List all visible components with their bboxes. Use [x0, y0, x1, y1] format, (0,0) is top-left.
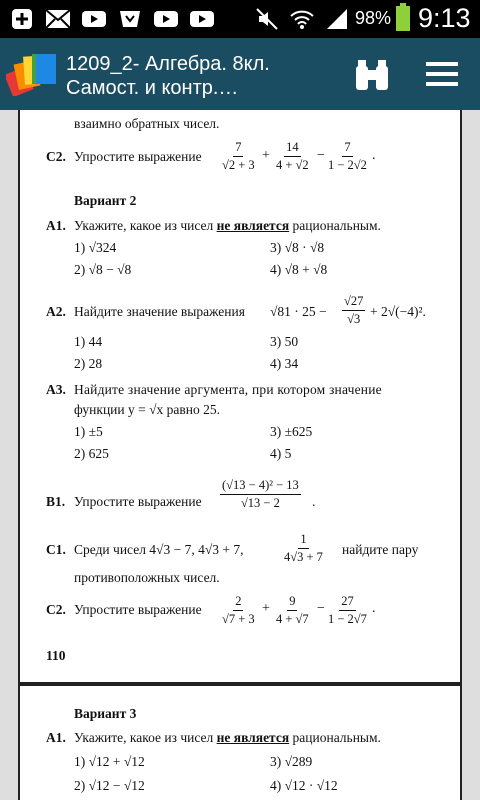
answer-option: 1) 44 — [74, 334, 103, 349]
operator: + — [262, 148, 270, 163]
answer-option: 3) ±625 — [270, 424, 313, 439]
plus-icon — [8, 7, 36, 31]
shop-icon — [116, 7, 144, 31]
answer-option: 3) 50 — [270, 334, 299, 349]
clock: 9:13 — [418, 3, 471, 33]
task-text: Упростите выражение — [74, 602, 202, 617]
operator: . — [312, 494, 316, 509]
fraction: $\frac{7}{√2 + 3}$ — [222, 140, 255, 172]
answer-option: 1) √324 — [74, 240, 117, 255]
operator: − — [317, 601, 325, 616]
status-bar — [0, 0, 480, 38]
answer-option: 4) 34 — [270, 356, 299, 371]
fraction: $\frac{27}{1 - 2√7}$ — [328, 594, 367, 626]
operator: . — [372, 148, 376, 163]
answer-option: 3) √8 · √8 — [270, 240, 325, 255]
text-line: взаимно обратных чисел. — [74, 116, 220, 131]
binoculars-icon[interactable] — [354, 58, 390, 96]
task-text: Найдите значение аргумента, при котором значение — [74, 382, 382, 397]
page-110 — [18, 110, 462, 684]
task-label: С2. — [46, 149, 66, 164]
answer-option: 2) √8 − √8 — [74, 262, 132, 277]
answer-option: 4) 5 — [270, 446, 292, 461]
expression: + 2√(−4)². — [370, 304, 426, 319]
document-viewer[interactable] — [0, 110, 480, 800]
answer-option: 4) √8 + √8 — [270, 262, 328, 277]
operator: + — [262, 601, 270, 616]
answer-option: 4) √12 · √12 — [270, 778, 338, 793]
signal-icon — [324, 7, 350, 31]
youtube-icon — [80, 7, 108, 31]
page-number: 110 — [46, 648, 66, 663]
variant-heading: Вариант 2 — [74, 193, 137, 208]
task-label: А2. — [46, 304, 66, 319]
fraction: $\frac{1}{4√3 + 7}$ — [284, 532, 323, 564]
mute-icon — [254, 7, 280, 31]
task-text: Найдите значение выражения — [74, 304, 245, 319]
answer-option: 3) √289 — [270, 754, 313, 769]
app-logo-icon[interactable] — [6, 52, 60, 100]
task-text: Среди чисел 4√3 − 7, 4√3 + 7, — [74, 542, 244, 557]
task-text: Укажите, какое из чисел не является рациональным. — [74, 218, 381, 233]
task-label: С1. — [46, 542, 66, 557]
battery-icon — [394, 5, 412, 29]
task-text: противоположных чисел. — [74, 570, 220, 585]
task-label: А1. — [46, 730, 66, 745]
title-line-2: Самост. и контр.… — [66, 77, 239, 99]
menu-icon[interactable] — [426, 60, 458, 92]
title-line-1: 1209_2- Алгебра. 8кл. — [66, 53, 270, 75]
page-111 — [18, 684, 462, 800]
variant-heading: Вариант 3 — [74, 706, 137, 721]
document-title — [66, 52, 270, 100]
mail-icon — [44, 7, 72, 31]
answer-option: 2) 28 — [74, 356, 103, 371]
fraction: $\frac{\text{(√13 − 4)² − 13}}{√13 - 2}$ — [222, 478, 299, 510]
task-text: найдите пару — [342, 542, 419, 557]
expression: √81 · 25 − — [270, 304, 327, 319]
youtube-icon — [188, 7, 216, 31]
answer-option: 2) √12 − √12 — [74, 778, 145, 793]
fraction: $\frac{9}{4 + √7}$ — [276, 594, 309, 626]
battery-percent: 98% — [355, 8, 392, 28]
task-label: А1. — [46, 218, 66, 233]
task-text: Укажите, какое из чисел не является рациональным. — [74, 730, 381, 745]
task-text: Упростите выражение — [74, 149, 202, 164]
answer-option: 1) ±5 — [74, 424, 103, 439]
task-text: функции y = √x равно 25. — [74, 402, 220, 417]
fraction: $\frac{√27}{√3}$ — [344, 294, 364, 326]
operator: . — [372, 601, 376, 616]
task-label: С2. — [46, 602, 66, 617]
task-text: Упростите выражение — [74, 494, 202, 509]
task-label: А3. — [46, 382, 66, 397]
fraction: $\frac{7}{1 - 2√2}$ — [328, 140, 367, 172]
wifi-icon — [288, 7, 316, 31]
answer-option: 1) √12 + √12 — [74, 754, 145, 769]
fraction: $\frac{14}{4 + √2}$ — [276, 140, 309, 172]
youtube-icon — [152, 7, 180, 31]
answer-option: 2) 625 — [74, 446, 109, 461]
task-label: В1. — [46, 494, 66, 509]
app-bar — [0, 38, 480, 110]
fraction: $\frac{2}{√7 + 3}$ — [222, 594, 255, 626]
operator: − — [317, 148, 325, 163]
